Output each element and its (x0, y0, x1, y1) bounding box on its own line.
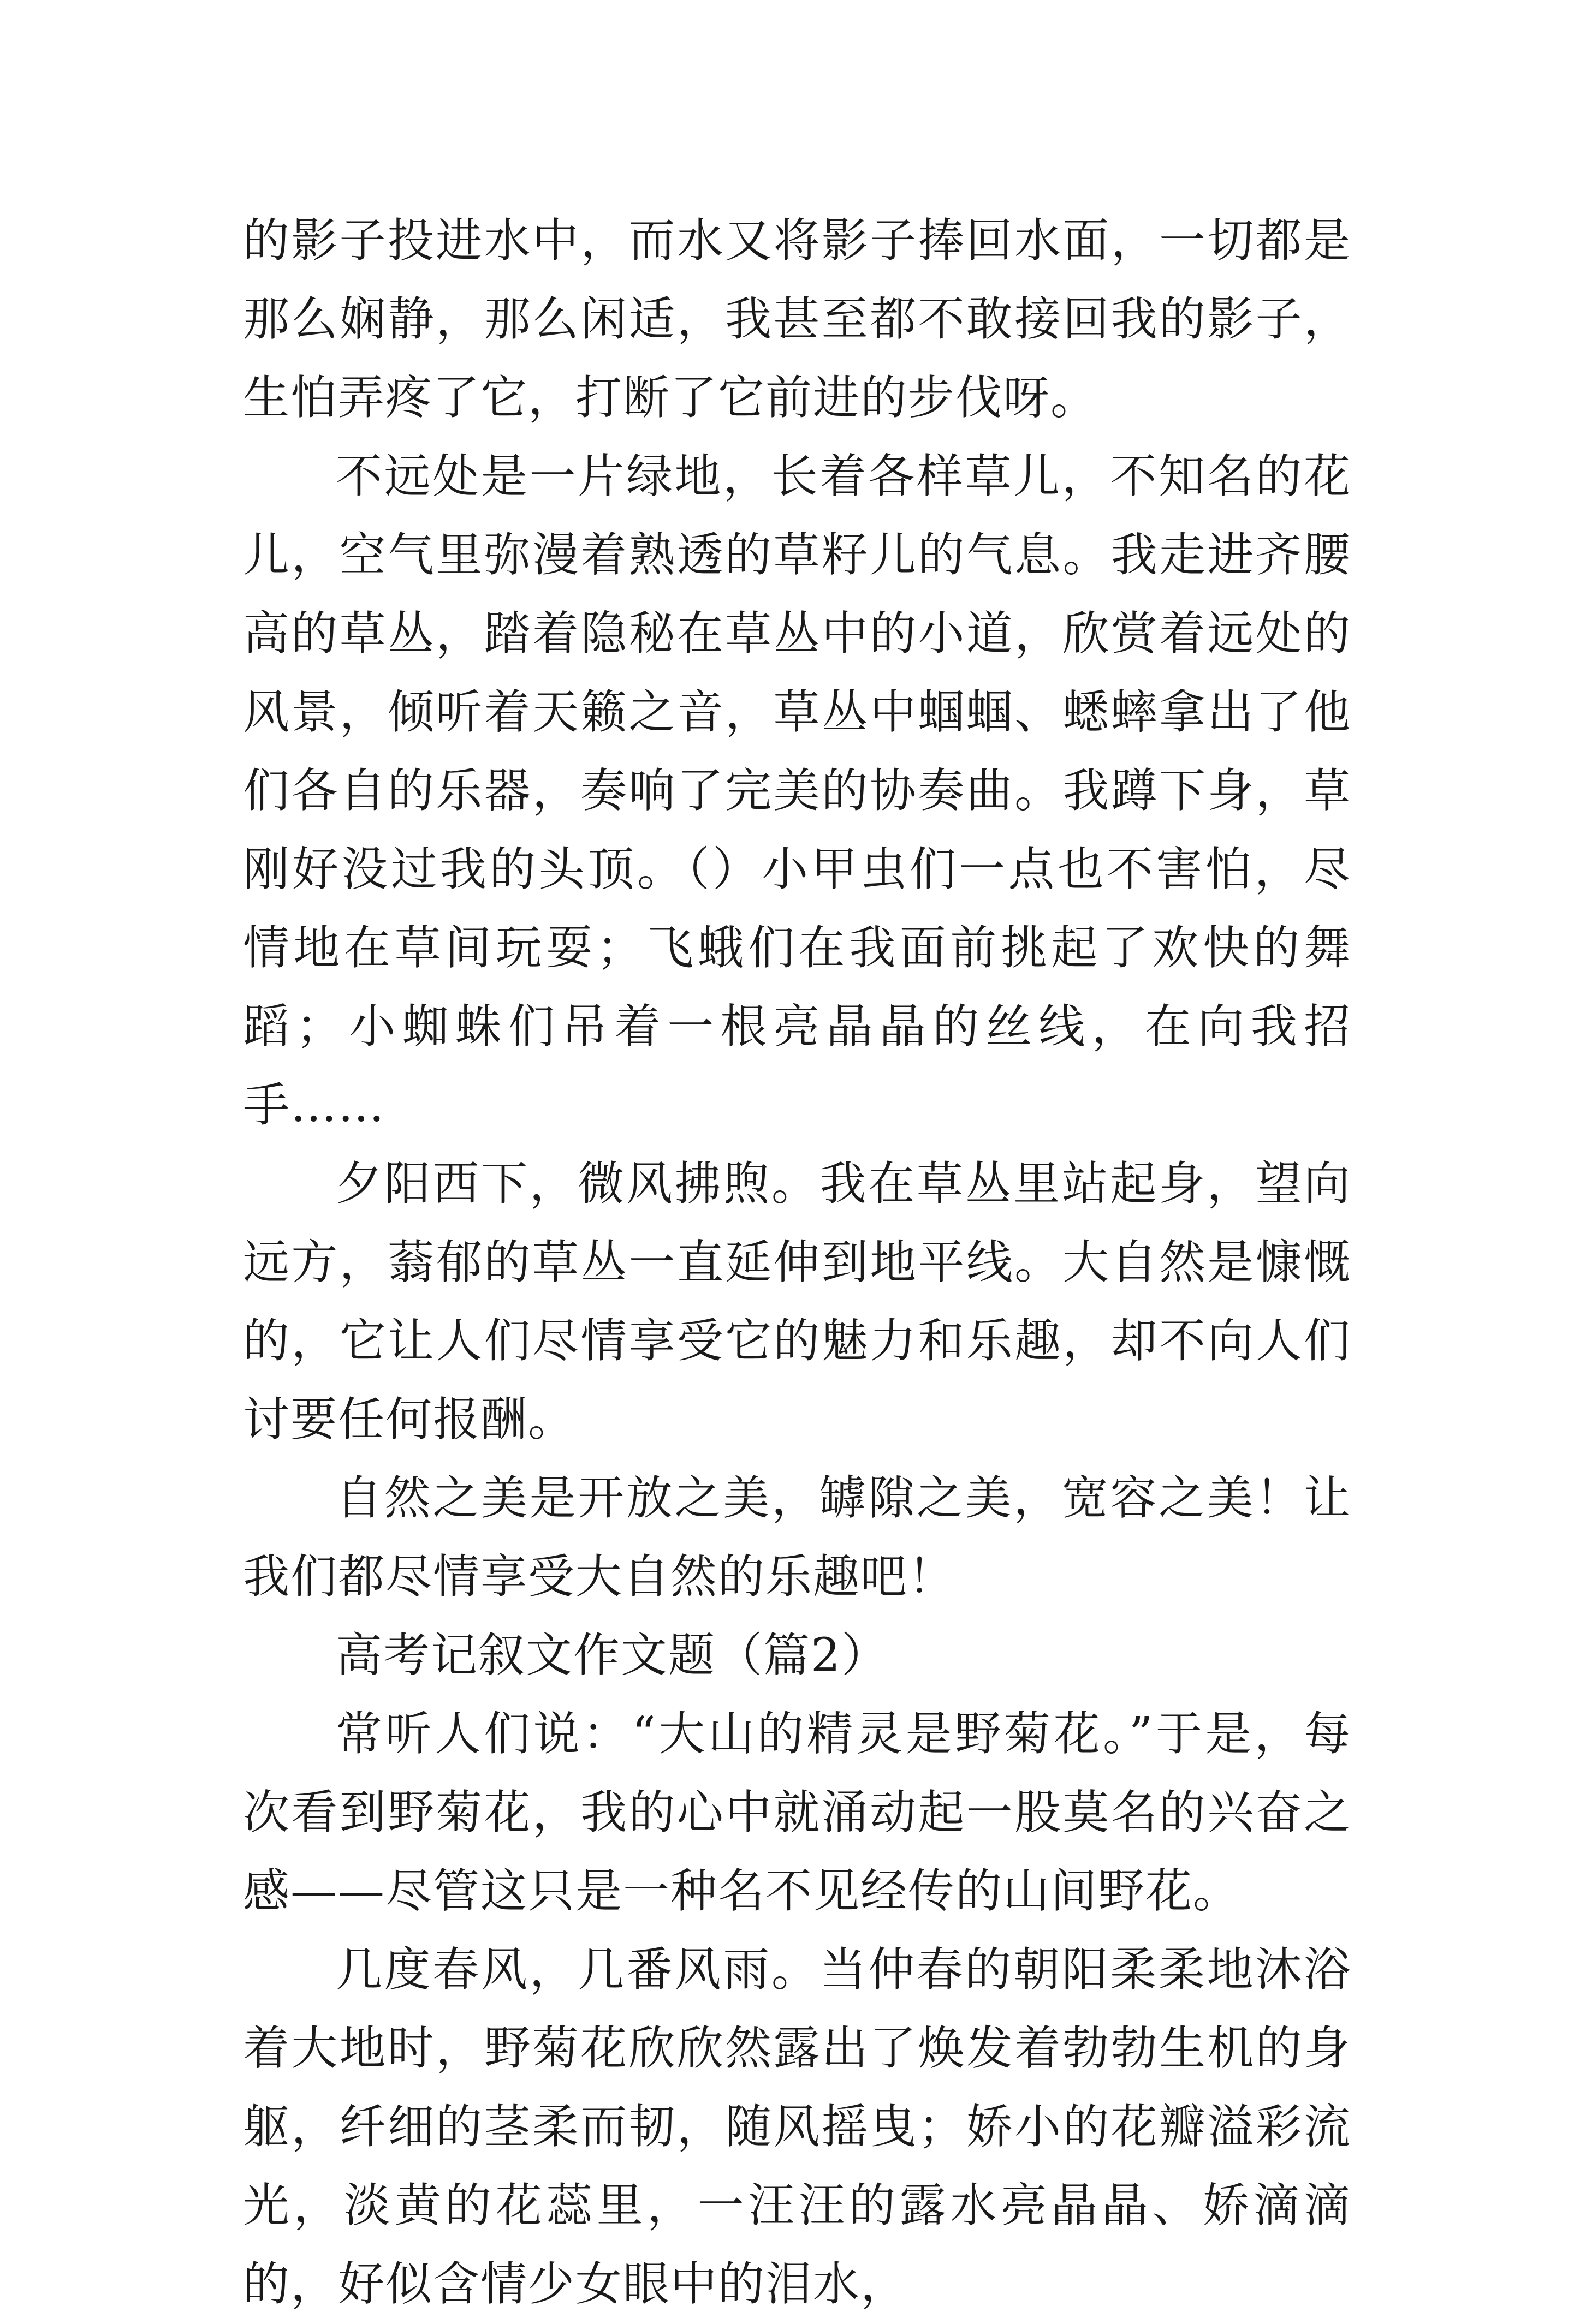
paragraph-sunset: 夕阳西下，微风拂煦。我在草丛里站起身，望向远方，蓊郁的草丛一直延伸到地平线。大自然是慷慨的，它让人们尽情享受它的魅力和乐趣，却不向人们讨要任何报酬。 (243, 1157, 1351, 1447)
paragraph-spring: 几度春风，几番风雨。当仲春的朝阳柔柔地沐浴着大地时，野菊花欣欣然露出了焕发着勃勃生机的身躯，纤细的茎柔而韧，随风摇曳；娇小的花瓣溢彩流光，淡黄的花蕊里，一汪汪的露水亮晶晶、娇滴滴的，好似含情少女眼中的泪水， (243, 1943, 1351, 2311)
document-body (243, 202, 1351, 2324)
paragraph-grassland: 不远处是一片绿地，长着各样草儿，不知名的花儿，空气里弥漫着熟透的草籽儿的气息。我走进齐腰高的草丛，踏着隐秘在草丛中的小道，欣赏着远处的风景，倾听着天籁之音，草丛中蝈蝈、蟋蟀拿出了他们各自的乐器，奏响了完美的协奏曲。我蹲下身，草刚好没过我的头顶。（）小甲虫们一点也不害怕，尽情地在草间玩耍；飞蛾们在我面前挑起了欢快的舞蹈；小蜘蛛们吊着一根亮晶晶的丝线，在向我招手…… (243, 450, 1351, 1133)
section-heading: 高考记叙文作文题（篇2） (336, 1629, 889, 1683)
paragraph-wild-chrysanthemum: 常听人们说：“大山的精灵是野菊花。”于是，每次看到野菊花，我的心中就涌动起一股莫名的兴奋之感——尽管这只是一种名不见经传的山间野花。 (243, 1707, 1351, 1918)
paragraph-nature-beauty: 自然之美是开放之美，罅隙之美，宽容之美！让我们都尽情享受大自然的乐趣吧！ (243, 1471, 1351, 1604)
paragraph-continued: 的影子投进水中，而水又将影子捧回水面，一切都是那么娴静，那么闲适，我甚至都不敢接回我的影子，生怕弄疼了它，打断了它前进的步伐呀。 (243, 214, 1351, 425)
